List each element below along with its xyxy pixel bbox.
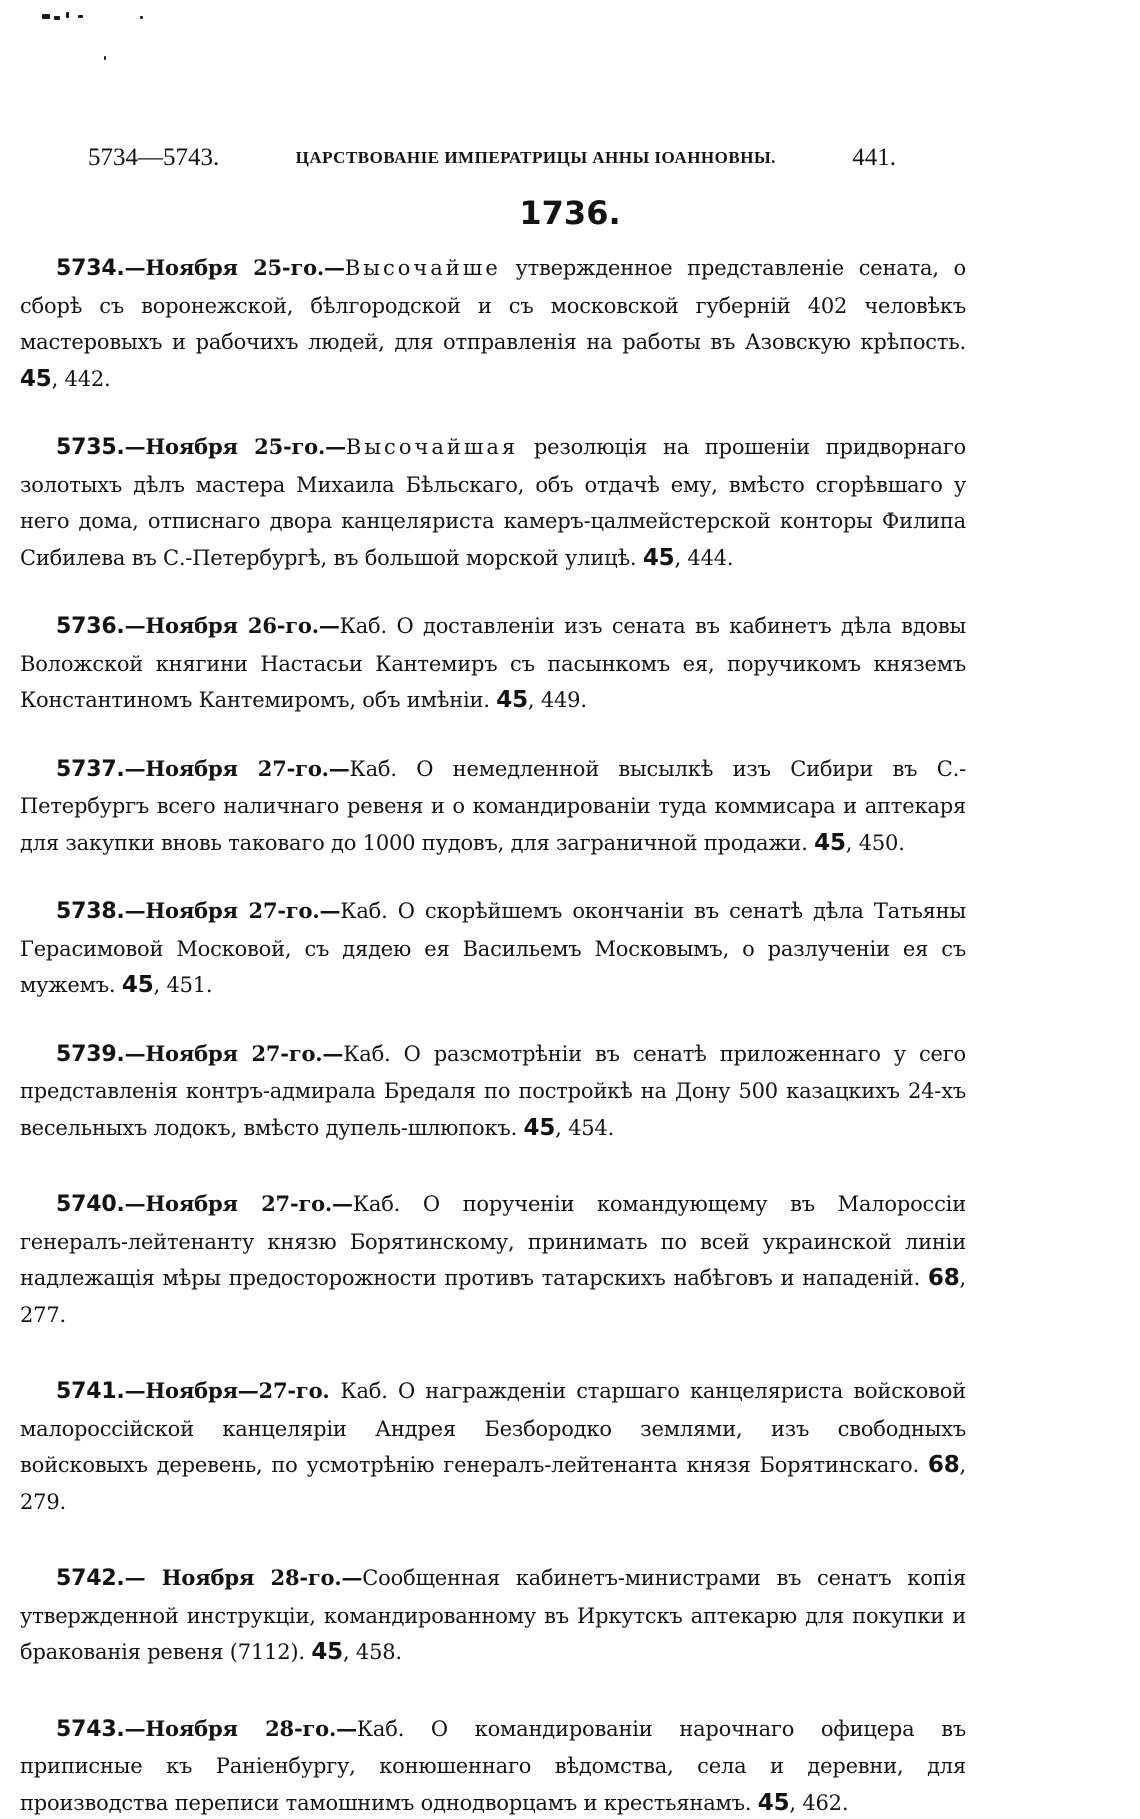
entry-volume: 45: [121, 972, 154, 998]
entry-lead: Высочайшая: [345, 435, 519, 459]
entries-list: [20, 250, 966, 1819]
entry-text: утвержденное представленіе сената, о сборѣ съ воронежской, бѣлгородской и съ московской губерній 402 человѣкъ мастеровыхъ и рабочихъ людей, для отправленія на работы въ Азовскую крѣпость.: [20, 256, 966, 354]
entry-date: —Ноября 26-го.—: [124, 613, 340, 638]
entry-date: —Ноября 27-го.—: [124, 755, 350, 781]
entry-page: , 277.: [20, 1266, 966, 1327]
running-title: ЦАРСТВОВАНІЕ ИМПЕРАТРИЦЫ АННЫ ІОАННОВНЫ.: [295, 148, 776, 167]
entry-number: 5738.: [56, 899, 125, 924]
entry-date: —Ноября 27-го.—: [124, 1040, 344, 1066]
entry-5734: [20, 250, 966, 397]
entry-volume: 45: [814, 829, 846, 856]
entry-volume: 45: [523, 1114, 556, 1141]
entry-volume: 68: [927, 1452, 960, 1478]
entry-page: , 454.: [555, 1115, 615, 1140]
entry-date: — Ноября 28-го.—: [124, 1565, 363, 1590]
entry-text: Сообщенная кабинетъ-министрами въ сенатъ копія утвержденной инструкціи, командированному въ Иркутскъ аптекарю для покупки и бракованія ревеня (7112).: [20, 1566, 966, 1664]
entry-number: 5739.: [56, 1041, 125, 1067]
entry-5740: [20, 1186, 966, 1333]
entry-page: , 450.: [845, 830, 905, 855]
entry-volume: 45: [311, 1639, 343, 1665]
entry-volume: 45: [757, 1789, 790, 1816]
entry-page: , 279.: [20, 1453, 966, 1514]
entry-page: , 444.: [674, 545, 734, 570]
entry-lead: Высочайше: [344, 256, 501, 280]
entry-5736: [20, 608, 966, 719]
entry-date: —Ноября 27-го.—: [124, 1191, 353, 1216]
entry-page: , 451.: [153, 973, 213, 997]
entry-5737: [20, 751, 966, 862]
scan-speck: [78, 15, 83, 18]
entry-number: 5741.: [56, 1379, 125, 1404]
entry-date: —Ноября 25-го.—: [124, 434, 346, 459]
entry-volume: 68: [927, 1265, 960, 1291]
entry-date: —Ноября—27-го.: [124, 1378, 341, 1403]
scan-speck: [54, 16, 60, 20]
entry-date: —Ноября 25-го.—: [124, 255, 345, 280]
scan-speck: [66, 12, 69, 18]
entry-number: 5735.: [56, 435, 125, 460]
entry-number: 5734.: [56, 256, 125, 281]
year-heading: 1736.: [519, 194, 621, 232]
entry-number: 5743.: [56, 1716, 125, 1742]
entry-range: 5734—5743.: [88, 144, 220, 171]
entry-5742: [20, 1560, 966, 1671]
entry-volume: 45: [20, 365, 52, 392]
entry-number: 5742.: [56, 1566, 125, 1591]
entry-page: , 458.: [342, 1640, 402, 1664]
entry-text: Каб. О командированіи нарочнаго офицера въ приписные къ Раніенбургу, конюшеннаго вѣдомства, села и деревни, для производства переписи тамошнимъ однодворцамъ и крестьянамъ.: [20, 1716, 966, 1815]
entry-5743: [20, 1711, 966, 1819]
entry-text: Каб. О немедленной высылкѣ изъ Сибири въ С.-Петербургъ всего наличнаго ревеня и о командированіи туда коммисара и аптекаря для закупки вновь таковаго до 1000 пудовъ, для заграничной продажи.: [20, 756, 966, 855]
scan-speck: [140, 16, 143, 19]
entry-text: Каб. О разсмотрѣніи въ сенатѣ приложеннаго у сего представленія контръ-адмирала Бредаля по постройкѣ на Дону 500 казацкихъ 24-хъ весельныхъ лодокъ, вмѣсто дупель-шлюпокъ.: [20, 1041, 966, 1140]
entry-5741: [20, 1373, 966, 1520]
page-number: 441.: [852, 144, 896, 171]
entry-text: резолюція на прошеніи придворнаго золотыхъ дѣлъ мастера Михаила Бѣльскаго, объ отдачѣ ему, вмѣсто сгорѣвшаго у него дома, отписнаго двора канцеляриста камеръ-цалмейстерской конторы Филипа Сибилева въ С.-Петербургѣ, въ большой морской улицѣ.: [20, 435, 966, 570]
entry-date: —Ноября 27-го.—: [124, 898, 341, 923]
entry-volume: 45: [496, 687, 528, 713]
scan-speck: [42, 14, 50, 19]
entry-page: , 462.: [789, 1790, 849, 1815]
entry-5735: [20, 429, 966, 576]
entry-number: 5740.: [56, 1192, 125, 1217]
entry-number: 5736.: [56, 614, 125, 639]
entry-text: Каб. О скорѣйшемъ окончаніи въ сенатѣ дѣла Татьяны Герасимовой Московой, съ дядею ея Васильемъ Московымъ, о разлученіи ея съ мужемъ.: [20, 899, 966, 997]
entry-text: Каб. О порученіи командующему въ Малороссіи генералъ-лейтенанту князю Борятинскому, принимать по всей украинской линіи надлежащія мѣры предосторожности противъ татарскихъ набѣговъ и нападеній.: [20, 1192, 966, 1290]
entry-5738: [20, 893, 966, 1004]
entry-5739: [20, 1036, 966, 1147]
scan-speck: [104, 56, 106, 60]
entry-page: , 442.: [51, 366, 111, 391]
running-head: [88, 138, 896, 178]
entry-text: Каб. О доставленіи изъ сената въ кабинетъ дѣла вдовы Воложской княгини Настасьи Кантемиръ съ пасынкомъ ея, поручикомъ княземъ Константиномъ Кантемиромъ, объ имѣніи.: [20, 614, 966, 712]
entry-volume: 45: [642, 544, 675, 571]
entry-page: , 449.: [527, 688, 587, 712]
entry-number: 5737.: [56, 756, 125, 782]
entry-date: —Ноября 28-го.—: [124, 1715, 357, 1741]
entry-text: Каб. О награжденіи старшаго канцеляриста войсковой малороссійской канцеляріи Андрея Безбородко землями, изъ свободныхъ войсковыхъ деревень, по усмотрѣнію генералъ-лейтенанта князя Борятинскаго.: [20, 1379, 966, 1477]
